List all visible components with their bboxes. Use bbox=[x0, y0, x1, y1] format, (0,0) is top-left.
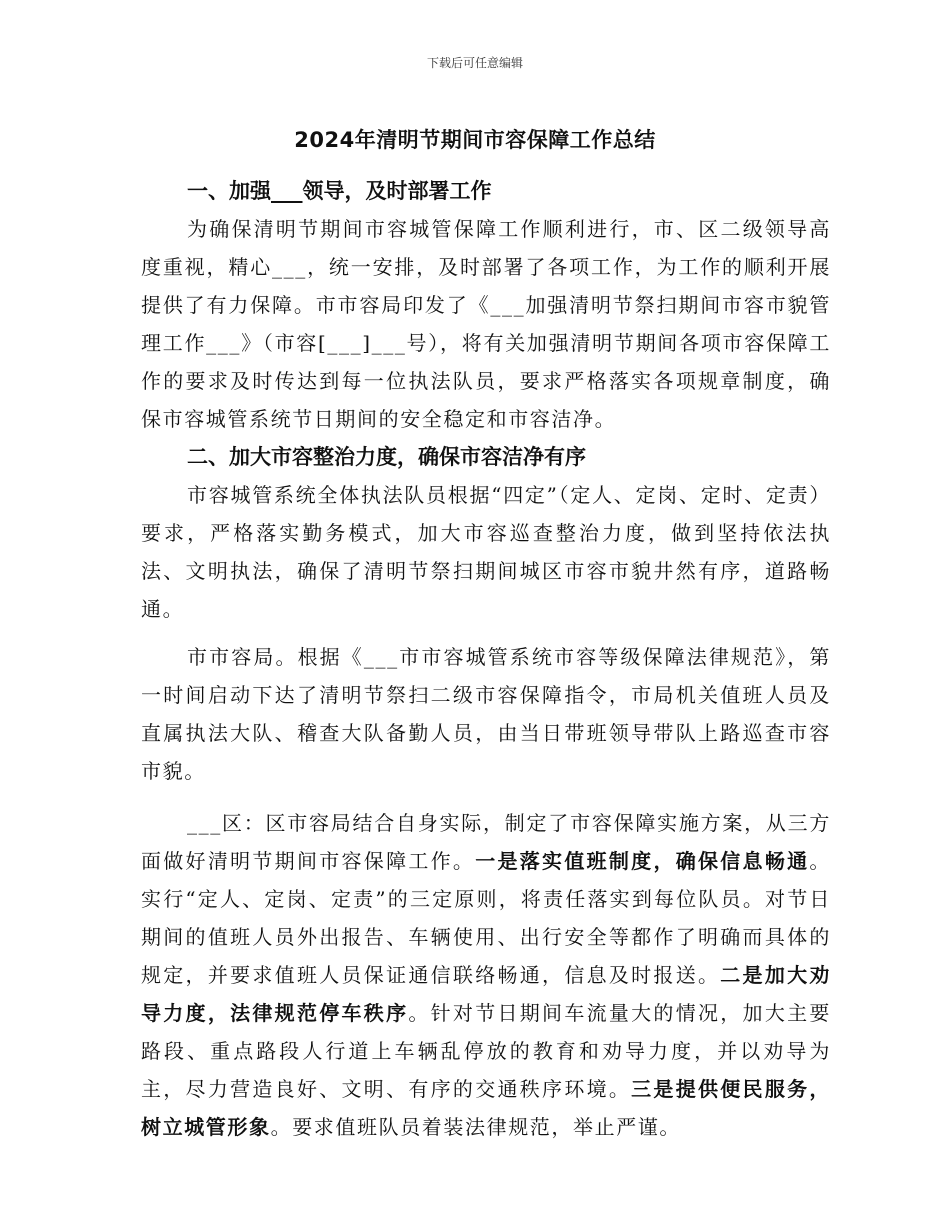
para3-bold-1: 一是落实值班制度，确保信息畅通 bbox=[475, 849, 810, 873]
para3-bold-3: 三是提供便民服务，树立城管形象 bbox=[141, 1077, 831, 1139]
para3-text-3: 。针对节日期间车流量大的情况，加大主要路段、重点路段人行道上车辆乱停放的教育和劝导力度，并以劝导为主，尽力营造良好、文明、有序的交通秩序环境。 bbox=[141, 1001, 831, 1101]
header-note: 下载后可任意编辑 bbox=[426, 56, 523, 70]
section2-paragraph-1: 市容城管系统全体执法队员根据“四定”（定人、定岗、定时、定责）要求，严格落实勤务模式，加大市容巡查整治力度，做到坚持依法执法、文明执法，确保了清明节祭扫期间城区市容市貌井然有序，道路畅通。 bbox=[141, 483, 831, 621]
para3-text-2: 。实行“定人、定岗、定责”的三定原则，将责任落实到每位队员。对节日期间的值班人员外出报告、车辆使用、出行安全等都作了明确而具体的规定，并要求值班人员保证通信联络畅通，信息及时报送。 bbox=[141, 849, 832, 987]
section2-paragraph-2: 市市容局。根据《___市市容城管系统市容等级保障法律规范》，第一时间启动下达了清明节祭扫二级市容保障指令，市局机关值班人员及直属执法大队、稽查大队备勤人员，由当日带班领导带队上路巡查市容市貌。 bbox=[141, 645, 831, 783]
section2-paragraph-3 bbox=[141, 804, 831, 1146]
para3-text-4: 。要求值班队员着装法律规范，举止严谨。 bbox=[270, 1115, 682, 1139]
document-body bbox=[141, 172, 831, 1146]
section1-paragraph: 为确保清明节期间市容城管保障工作顺利进行，市、区二级领导高度重视，精心___，统一安排，及时部署了各项工作，为工作的顺利开展提供了有力保障。市市容局印发了《___加强清明节祭扫期间市容市貌管理工作___》（市容[___]___号），将有关加强清明节期间各项市容保障工作的要求及时传达到每一位执法队员，要求严格落实各项规章制度，确保市容城管系统节日期间的安全稳定和市容洁净。 bbox=[141, 217, 831, 431]
document-title: 2024年清明节期间市容保障工作总结 bbox=[294, 128, 656, 152]
section2-heading: 二、加大市容整治力度，确保市容洁净有序 bbox=[187, 445, 586, 469]
section1-heading: 一、加强___领导，及时部署工作 bbox=[187, 179, 492, 203]
para3-text-1: ___区：区市容局结合自身实际，制定了市容保障实施方案，从三方面做好清明节期间市容保障工作。 bbox=[141, 811, 831, 873]
para3-bold-2: 二是加大劝导力度，法律规范停车秩序 bbox=[141, 963, 831, 1025]
